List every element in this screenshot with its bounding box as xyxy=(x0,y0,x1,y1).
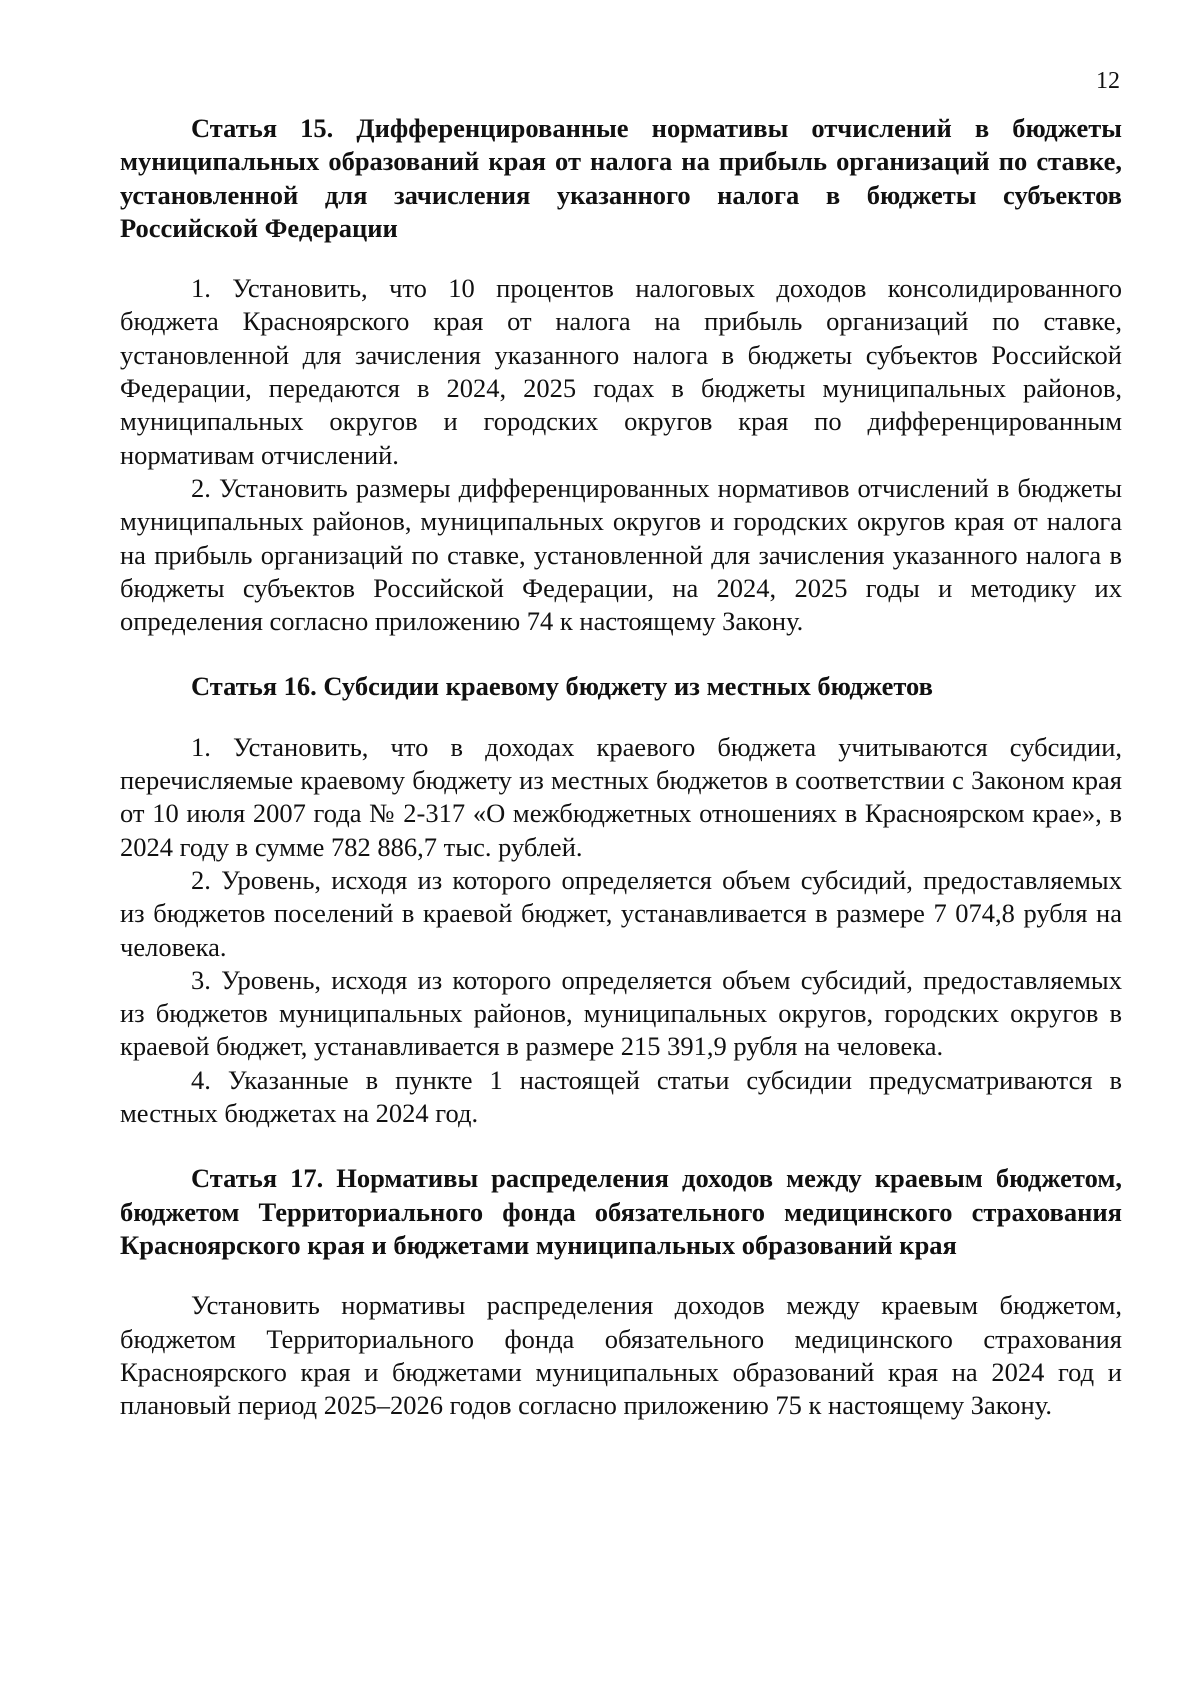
article-15-paragraph-2: 2. Установить размеры дифференцированных нормативов отчислений в бюджеты муниципальных районов, муниципальных округов и городских округов края от налога на прибыль организаций по ставке, установленной для зачисления указанного налога в бюджеты субъектов Российской Федерации, на 2024, 2025 годы и методику их определения согласно приложению 74 к настоящему Закону. xyxy=(120,472,1122,637)
document-body xyxy=(120,112,1122,1422)
article-17-paragraph-1: Установить нормативы распределения доходов между краевым бюджетом, бюджетом Территориального фонда обязательного медицинского страхования Красноярского края и бюджетами муниципальных образований края на 2024 год и плановый период 2025–2026 годов согласно приложению 75 к настоящему Закону. xyxy=(120,1290,1122,1421)
article-15 xyxy=(120,112,1122,638)
article-16-paragraph-4: 4. Указанные в пункте 1 настоящей статьи субсидии предусматриваются в местных бюджетах на 2024 год. xyxy=(120,1064,1122,1129)
article-16-paragraph-2: 2. Уровень, исходя из которого определяется объем субсидий, предоставляемых из бюджетов поселений в краевой бюджет, устанавливается в размере 7 074,8 рубля на человека. xyxy=(120,864,1122,962)
article-17-heading: Статья 17. Нормативы распределения доходов между краевым бюджетом, бюджетом Территориального фонда обязательного медицинского страхования Красноярского края и бюджетами муниципальных образований края xyxy=(120,1163,1122,1260)
article-15-heading: Статья 15. Дифференцированные нормативы отчислений в бюджеты муниципальных образований края от налога на прибыль организаций по ставке, установленной для зачисления указанного налога в бюджеты субъектов Российской Федерации xyxy=(120,113,1122,243)
article-16-heading: Статья 16. Субсидии краевому бюджету из местных бюджетов xyxy=(191,671,933,702)
page-number: 12 xyxy=(1096,68,1120,94)
article-16 xyxy=(120,670,1122,1130)
article-16-paragraph-3: 3. Уровень, исходя из которого определяется объем субсидий, предоставляемых из бюджетов муниципальных районов, муниципальных округов, городских округов в краевой бюджет, устанавливается в размере 215 391,9 рубля на человека. xyxy=(120,964,1122,1062)
article-16-paragraph-1: 1. Установить, что в доходах краевого бюджета учитываются субсидии, перечисляемые краевому бюджету из местных бюджетов в соответствии с Законом края от 10 июля 2007 года № 2-317 «О межбюджетных отношениях в Красноярском крае», в 2024 году в сумме 782 886,7 тыс. рублей. xyxy=(120,731,1122,862)
article-15-paragraph-1: 1. Установить, что 10 процентов налоговых доходов консолидированного бюджета Красноярского края от налога на прибыль организаций по ставке, установленной для зачисления указанного налога в бюджеты субъектов Российской Федерации, передаются в 2024, 2025 годах в бюджеты муниципальных районов, муниципальных округов и городских округов края по дифференцированным нормативам отчислений. xyxy=(120,273,1122,470)
article-17 xyxy=(120,1162,1122,1422)
